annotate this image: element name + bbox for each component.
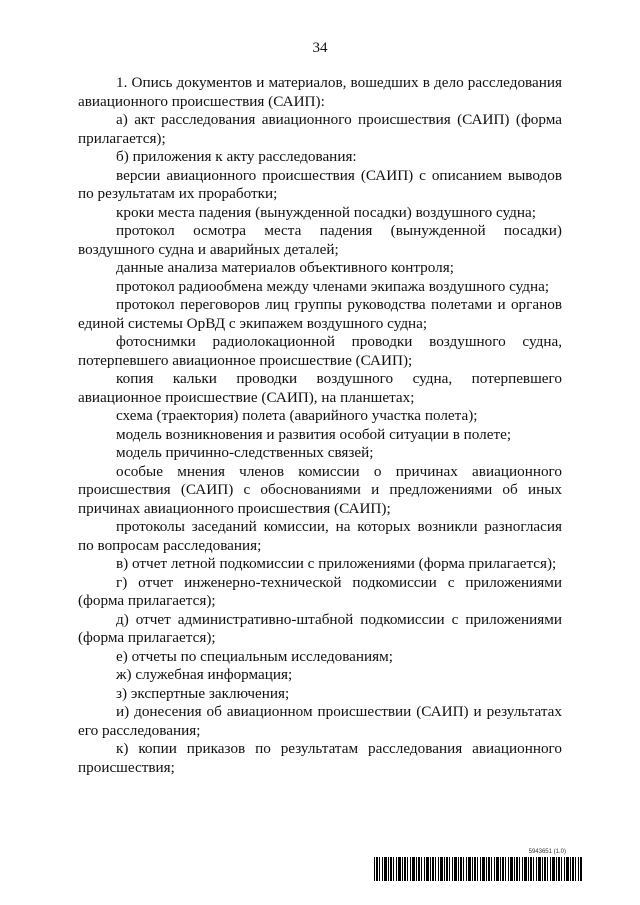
paragraph: в) отчет летной подкомиссии с приложениями (форма прилагается); [116,555,557,572]
page-number: 34 [312,40,328,56]
paragraph: 1. Опись документов и материалов, вошедших в дело расследования авиационного происшествия (САИП): [78,74,562,110]
paragraph: схема (траектория) полета (аварийного участка полета); [116,407,478,424]
paragraph: данные анализа материалов объективного контроля; [116,259,454,276]
paragraph: протокол радиообмена между членами экипажа воздушного судна; [116,277,550,295]
paragraph: особые мнения членов комиссии о причинах авиационного происшествия (САИП) с обоснованиями и предложениями об иных причинах авиационного происшествия (САИП); [78,462,562,517]
document-footer [374,849,582,881]
paragraph: к) копии приказов по результатам расследования авиационного происшествия; [78,740,562,776]
paragraph: б) приложения к акту расследования: [116,148,357,165]
paragraph: модель возникновения и развития особой ситуации в полете; [116,425,512,443]
paragraph: модель причинно-следственных связей; [116,444,374,461]
paragraph: е) отчеты по специальным исследованиям; [116,647,393,665]
paragraph: ж) служебная информация; [116,666,293,683]
paragraph: протокол осмотра места падения (вынужденной посадки) воздушного судна и аварийных деталей; [78,222,562,258]
paragraph: кроки места падения (вынужденной посадки) воздушного судна; [116,203,536,221]
document-body [78,74,562,777]
paragraph: фотоснимки радиолокационной проводки воздушного судна, потерпевшего авиационное происшествие (САИП); [78,333,562,369]
paragraph: д) отчет административно-штабной подкомиссии с приложениями (форма прилагается); [78,610,562,646]
barcode-icon [374,857,582,881]
paragraph: протокол переговоров лиц группы руководства полетами и органов единой системы ОрВД с экипажем воздушного судна; [78,296,562,332]
paragraph: з) экспертные заключения; [116,684,290,702]
paragraph: и) донесения об авиационном происшествии (САИП) и результатах его расследования; [78,703,562,739]
paragraph: копия кальки проводки воздушного судна, потерпевшего авиационное происшествие (САИП), на планшетах; [78,370,562,406]
paragraph: версии авиационного происшествия (САИП) с описанием выводов по результатам их проработки; [78,166,562,202]
document-code: 5943651 (1.0) [528,849,566,855]
paragraph: г) отчет инженерно-технической подкомиссии с приложениями (форма прилагается); [78,573,562,609]
paragraph: а) акт расследования авиационного происшествия (САИП) (форма прилагается); [78,111,562,147]
paragraph: протоколы заседаний комиссии, на которых возникли разногласия по вопросам расследования; [78,518,562,554]
